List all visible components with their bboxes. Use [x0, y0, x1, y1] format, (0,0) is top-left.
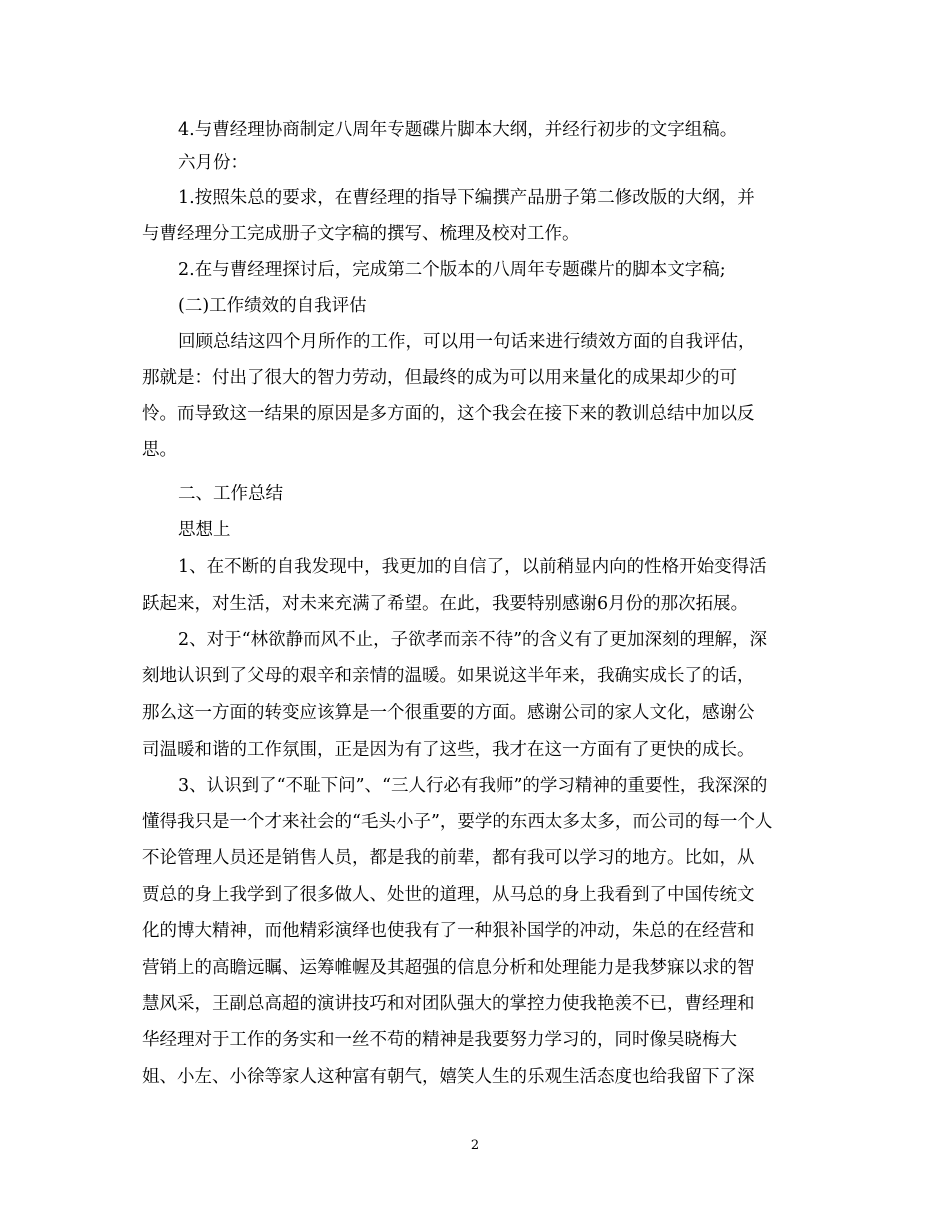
paragraph-line: 4.与曹经理协商制定八周年专题碟片脚本大纲，并经行初步的文字组稿。	[178, 120, 738, 140]
paragraph-line: 2.在与曹经理探讨后，完成第二个版本的八周年专题碟片的脚本文字稿;	[178, 260, 726, 280]
section-heading-thought: 思想上	[178, 520, 231, 540]
section-heading-june: 六月份：	[178, 153, 248, 173]
section-heading-self-evaluation: (二)工作绩效的自我评估	[178, 296, 367, 316]
paragraph-line: 化的博大精神，而他精彩演绎也使我有了一种狠补国学的冲动，朱总的在经营和	[142, 921, 755, 941]
paragraph-line: 回顾总结这四个月所作的工作，可以用一句话来进行绩效方面的自我评估，	[178, 332, 756, 352]
paragraph-line: 刻地认识到了父母的艰辛和亲情的温暖。如果说这半年来，我确实成长了的话，	[142, 666, 755, 686]
paragraph-line: 那就是：付出了很大的智力劳动，但最终的成为可以用来量化的成果却少的可	[142, 368, 737, 388]
paragraph-line: 2、对于“林欲静而风不止，子欲孝而亲不待”的含义有了更加深刻的理解，深	[178, 630, 768, 650]
paragraph-line: 司温暖和谐的工作氛围，正是因为有了这些，我才在这一方面有了更快的成长。	[142, 740, 755, 760]
paragraph-line: 与曹经理分工完成册子文字稿的撰写、梳理及校对工作。	[142, 224, 580, 244]
paragraph-line: 3、认识到了“不耻下问”、“三人行必有我师”的学习精神的重要性，我深深的	[178, 776, 768, 796]
paragraph-line: 1、在不断的自我发现中，我更加的自信了，以前稍显内向的性格开始变得活	[178, 557, 767, 577]
paragraph-line: 姐、小左、小徐等家人这种富有朝气，嬉笑人生的乐观生活态度也给我留下了深	[142, 1067, 755, 1087]
paragraph-line: 1.按照朱总的要求，在曹经理的指导下编撰产品册子第二修改版的大纲，并	[178, 188, 755, 208]
paragraph-line: 怜。而导致这一结果的原因是多方面的，这个我会在接下来的教训总结中加以反	[142, 404, 755, 424]
paragraph-line: 华经理对于工作的务实和一丝不苟的精神是我要努力学习的，同时像吴晓梅大	[142, 1030, 737, 1050]
section-heading-work-summary: 二、工作总结	[178, 484, 283, 504]
paragraph-line: 懂得我只是一个才来社会的“毛头小子”，要学的东西太多太多，而公司的每一个人	[142, 812, 773, 832]
paragraph-line: 思。	[142, 440, 177, 460]
paragraph-line: 不论管理人员还是销售人员，都是我的前辈，都有我可以学习的地方。比如，从	[142, 848, 755, 868]
paragraph-line: 贾总的身上我学到了很多做人、处世的道理，从马总的身上我看到了中国传统文	[142, 885, 755, 905]
paragraph-line: 营销上的高瞻远瞩、运筹帷幄及其超强的信息分析和处理能力是我梦寐以求的智	[142, 958, 755, 978]
paragraph-line: 慧风采，王副总高超的演讲技巧和对团队强大的掌控力使我艳羡不已，曹经理和	[142, 994, 755, 1014]
paragraph-line: 跃起来，对生活，对未来充满了希望。在此，我要特别感谢6月份的那次拓展。	[142, 594, 749, 614]
paragraph-line: 那么这一方面的转变应该算是一个很重要的方面。感谢公司的家人文化，感谢公	[142, 703, 755, 723]
page-number: 2	[470, 1138, 480, 1153]
